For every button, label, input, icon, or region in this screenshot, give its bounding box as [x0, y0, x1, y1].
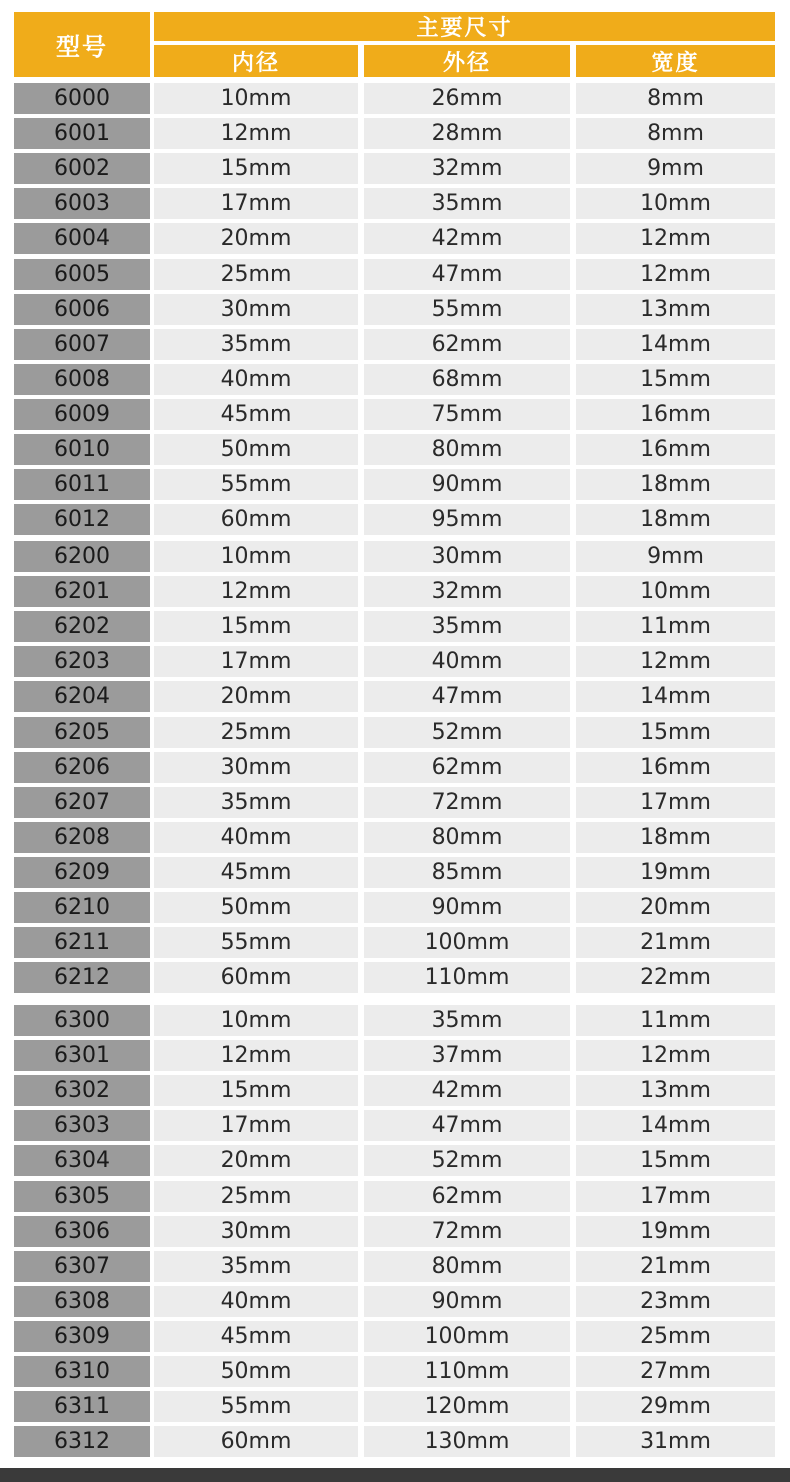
inner-diameter-cell: 20mm	[154, 1145, 358, 1176]
outer-diameter-cell: 68mm	[364, 364, 570, 395]
model-cell: 6302	[14, 1075, 150, 1106]
inner-diameter-cell: 30mm	[154, 294, 358, 325]
width-cell: 16mm	[576, 434, 775, 465]
outer-diameter-cell: 90mm	[364, 469, 570, 500]
width-cell: 9mm	[576, 541, 775, 572]
width-cell: 12mm	[576, 1040, 775, 1071]
width-cell: 12mm	[576, 223, 775, 254]
inner-diameter-cell: 25mm	[154, 717, 358, 748]
model-cell: 6003	[14, 188, 150, 219]
header-width: 宽度	[576, 45, 775, 77]
inner-diameter-cell: 10mm	[154, 1005, 358, 1036]
model-cell: 6205	[14, 717, 150, 748]
inner-diameter-cell: 60mm	[154, 1426, 358, 1457]
width-cell: 16mm	[576, 752, 775, 783]
width-cell: 17mm	[576, 1181, 775, 1212]
model-cell: 6011	[14, 469, 150, 500]
model-cell: 6209	[14, 857, 150, 888]
model-cell: 6203	[14, 646, 150, 677]
inner-diameter-cell: 50mm	[154, 892, 358, 923]
inner-diameter-cell: 35mm	[154, 329, 358, 360]
width-cell: 23mm	[576, 1286, 775, 1317]
outer-diameter-cell: 100mm	[364, 927, 570, 958]
width-cell: 8mm	[576, 83, 775, 114]
outer-diameter-cell: 130mm	[364, 1426, 570, 1457]
model-cell: 6200	[14, 541, 150, 572]
model-cell: 6306	[14, 1216, 150, 1247]
width-cell: 15mm	[576, 1145, 775, 1176]
model-cell: 6001	[14, 118, 150, 149]
outer-diameter-cell: 110mm	[364, 962, 570, 993]
outer-diameter-cell: 40mm	[364, 646, 570, 677]
bottom-strip	[0, 1468, 790, 1482]
model-cell: 6305	[14, 1181, 150, 1212]
outer-diameter-cell: 47mm	[364, 681, 570, 712]
width-cell: 9mm	[576, 153, 775, 184]
width-cell: 11mm	[576, 611, 775, 642]
width-cell: 19mm	[576, 857, 775, 888]
outer-diameter-cell: 55mm	[364, 294, 570, 325]
outer-diameter-cell: 52mm	[364, 717, 570, 748]
inner-diameter-cell: 50mm	[154, 1356, 358, 1387]
model-cell: 6312	[14, 1426, 150, 1457]
model-cell: 6303	[14, 1110, 150, 1141]
model-cell: 6300	[14, 1005, 150, 1036]
outer-diameter-cell: 28mm	[364, 118, 570, 149]
outer-diameter-cell: 35mm	[364, 188, 570, 219]
outer-diameter-cell: 42mm	[364, 1075, 570, 1106]
width-cell: 10mm	[576, 576, 775, 607]
outer-diameter-cell: 30mm	[364, 541, 570, 572]
inner-diameter-cell: 12mm	[154, 576, 358, 607]
model-cell: 6307	[14, 1251, 150, 1282]
width-cell: 19mm	[576, 1216, 775, 1247]
model-cell: 6008	[14, 364, 150, 395]
inner-diameter-cell: 25mm	[154, 259, 358, 290]
inner-diameter-cell: 45mm	[154, 1321, 358, 1352]
inner-diameter-cell: 50mm	[154, 434, 358, 465]
inner-diameter-cell: 60mm	[154, 504, 358, 535]
model-cell: 6006	[14, 294, 150, 325]
width-cell: 8mm	[576, 118, 775, 149]
model-cell: 6204	[14, 681, 150, 712]
model-cell: 6202	[14, 611, 150, 642]
model-cell: 6005	[14, 259, 150, 290]
inner-diameter-cell: 15mm	[154, 611, 358, 642]
inner-diameter-cell: 55mm	[154, 1391, 358, 1422]
header-main-dimensions: 主要尺寸	[154, 12, 775, 41]
model-cell: 6201	[14, 576, 150, 607]
width-cell: 14mm	[576, 681, 775, 712]
outer-diameter-cell: 80mm	[364, 434, 570, 465]
model-cell: 6211	[14, 927, 150, 958]
inner-diameter-cell: 35mm	[154, 1251, 358, 1282]
outer-diameter-cell: 95mm	[364, 504, 570, 535]
width-cell: 18mm	[576, 822, 775, 853]
model-cell: 6308	[14, 1286, 150, 1317]
outer-diameter-cell: 72mm	[364, 1216, 570, 1247]
width-cell: 13mm	[576, 1075, 775, 1106]
outer-diameter-cell: 47mm	[364, 259, 570, 290]
width-cell: 20mm	[576, 892, 775, 923]
width-cell: 21mm	[576, 927, 775, 958]
width-cell: 22mm	[576, 962, 775, 993]
model-cell: 6009	[14, 399, 150, 430]
inner-diameter-cell: 17mm	[154, 1110, 358, 1141]
model-cell: 6311	[14, 1391, 150, 1422]
model-cell: 6310	[14, 1356, 150, 1387]
model-cell: 6207	[14, 787, 150, 818]
inner-diameter-cell: 12mm	[154, 118, 358, 149]
model-cell: 6004	[14, 223, 150, 254]
outer-diameter-cell: 26mm	[364, 83, 570, 114]
inner-diameter-cell: 40mm	[154, 822, 358, 853]
width-cell: 13mm	[576, 294, 775, 325]
outer-diameter-cell: 85mm	[364, 857, 570, 888]
outer-diameter-cell: 62mm	[364, 329, 570, 360]
model-cell: 6304	[14, 1145, 150, 1176]
inner-diameter-cell: 60mm	[154, 962, 358, 993]
model-cell: 6002	[14, 153, 150, 184]
inner-diameter-cell: 17mm	[154, 188, 358, 219]
inner-diameter-cell: 45mm	[154, 857, 358, 888]
outer-diameter-cell: 52mm	[364, 1145, 570, 1176]
outer-diameter-cell: 75mm	[364, 399, 570, 430]
width-cell: 14mm	[576, 329, 775, 360]
width-cell: 12mm	[576, 259, 775, 290]
header-outer-diameter: 外径	[364, 45, 570, 77]
model-cell: 6000	[14, 83, 150, 114]
width-cell: 18mm	[576, 469, 775, 500]
width-cell: 29mm	[576, 1391, 775, 1422]
inner-diameter-cell: 15mm	[154, 1075, 358, 1106]
outer-diameter-cell: 35mm	[364, 611, 570, 642]
inner-diameter-cell: 15mm	[154, 153, 358, 184]
width-cell: 15mm	[576, 364, 775, 395]
inner-diameter-cell: 12mm	[154, 1040, 358, 1071]
inner-diameter-cell: 55mm	[154, 927, 358, 958]
outer-diameter-cell: 90mm	[364, 1286, 570, 1317]
model-cell: 6309	[14, 1321, 150, 1352]
width-cell: 17mm	[576, 787, 775, 818]
model-cell: 6212	[14, 962, 150, 993]
inner-diameter-cell: 20mm	[154, 223, 358, 254]
model-cell: 6301	[14, 1040, 150, 1071]
model-cell: 6012	[14, 504, 150, 535]
inner-diameter-cell: 10mm	[154, 83, 358, 114]
model-cell: 6208	[14, 822, 150, 853]
outer-diameter-cell: 110mm	[364, 1356, 570, 1387]
width-cell: 25mm	[576, 1321, 775, 1352]
outer-diameter-cell: 47mm	[364, 1110, 570, 1141]
inner-diameter-cell: 25mm	[154, 1181, 358, 1212]
inner-diameter-cell: 30mm	[154, 752, 358, 783]
header-model: 型号	[14, 12, 150, 77]
width-cell: 16mm	[576, 399, 775, 430]
outer-diameter-cell: 32mm	[364, 576, 570, 607]
inner-diameter-cell: 40mm	[154, 1286, 358, 1317]
inner-diameter-cell: 35mm	[154, 787, 358, 818]
width-cell: 12mm	[576, 646, 775, 677]
width-cell: 31mm	[576, 1426, 775, 1457]
outer-diameter-cell: 62mm	[364, 752, 570, 783]
outer-diameter-cell: 80mm	[364, 1251, 570, 1282]
inner-diameter-cell: 17mm	[154, 646, 358, 677]
model-cell: 6206	[14, 752, 150, 783]
outer-diameter-cell: 72mm	[364, 787, 570, 818]
outer-diameter-cell: 62mm	[364, 1181, 570, 1212]
model-cell: 6210	[14, 892, 150, 923]
outer-diameter-cell: 100mm	[364, 1321, 570, 1352]
outer-diameter-cell: 80mm	[364, 822, 570, 853]
inner-diameter-cell: 30mm	[154, 1216, 358, 1247]
width-cell: 14mm	[576, 1110, 775, 1141]
width-cell: 18mm	[576, 504, 775, 535]
inner-diameter-cell: 45mm	[154, 399, 358, 430]
inner-diameter-cell: 10mm	[154, 541, 358, 572]
outer-diameter-cell: 90mm	[364, 892, 570, 923]
model-cell: 6007	[14, 329, 150, 360]
inner-diameter-cell: 40mm	[154, 364, 358, 395]
width-cell: 10mm	[576, 188, 775, 219]
model-cell: 6010	[14, 434, 150, 465]
width-cell: 27mm	[576, 1356, 775, 1387]
header-inner-diameter: 内径	[154, 45, 358, 77]
outer-diameter-cell: 42mm	[364, 223, 570, 254]
inner-diameter-cell: 55mm	[154, 469, 358, 500]
width-cell: 21mm	[576, 1251, 775, 1282]
outer-diameter-cell: 32mm	[364, 153, 570, 184]
inner-diameter-cell: 20mm	[154, 681, 358, 712]
outer-diameter-cell: 35mm	[364, 1005, 570, 1036]
width-cell: 11mm	[576, 1005, 775, 1036]
width-cell: 15mm	[576, 717, 775, 748]
outer-diameter-cell: 37mm	[364, 1040, 570, 1071]
outer-diameter-cell: 120mm	[364, 1391, 570, 1422]
